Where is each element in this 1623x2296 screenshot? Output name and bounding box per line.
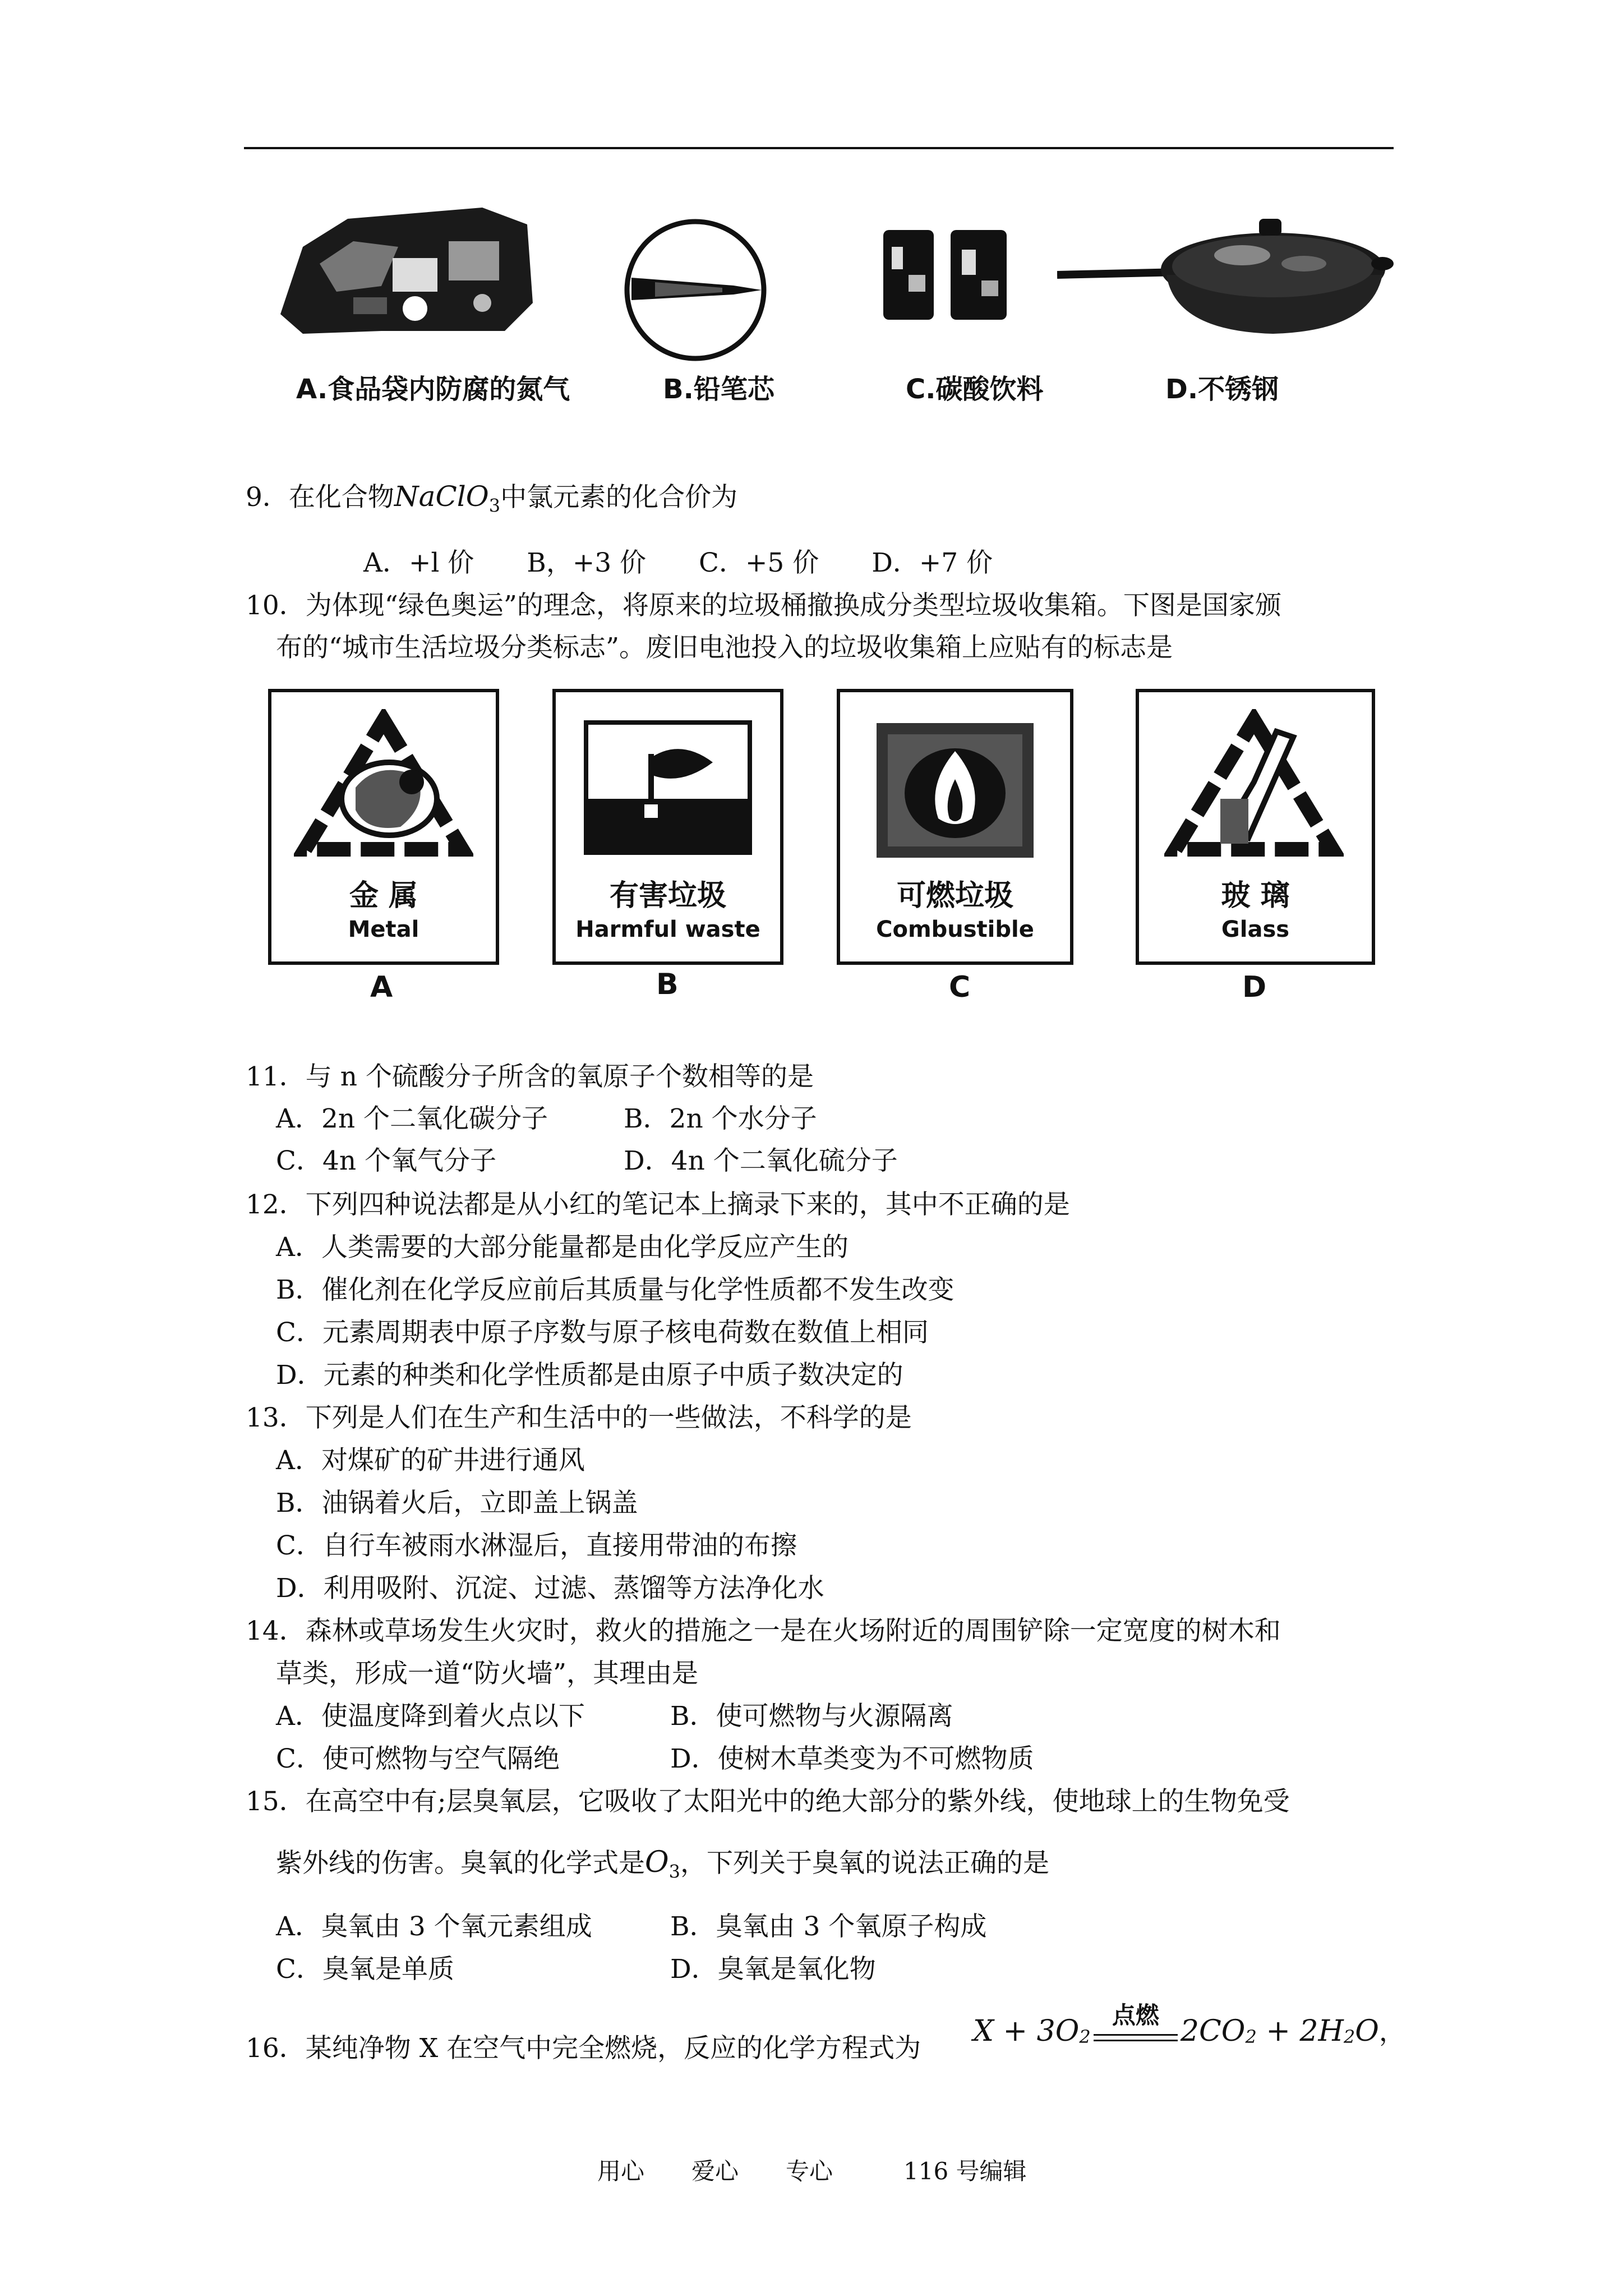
q14-option-a: A．使温度降到着火点以下 (276, 1701, 585, 1732)
q13-option-c: C．自行车被雨水淋湿后，直接用带油的布擦 (276, 1530, 797, 1561)
reaction-condition: 点燃 (1112, 2001, 1159, 2029)
q13-option-b: B．油锅着火后，立即盖上锅盖 (276, 1488, 638, 1519)
q10-line1: 10．为体现“绿色奥运”的理念，将原来的垃圾桶撤换成分类型垃圾收集箱。下图是国家颁 (246, 590, 1281, 621)
q12-stem: 12．下列四种说法都是从小红的笔记本上摘录下来的，其中不正确的是 (246, 1189, 1070, 1220)
q11-option-d: D．4n 个二氧化硫分子 (624, 1145, 898, 1176)
harmful-waste-icon (584, 720, 752, 855)
caption-c: C.碳酸饮料 (906, 374, 1044, 405)
q14-option-b: B．使可燃物与火源隔离 (670, 1701, 953, 1732)
q11-stem: 11．与 n 个硫酸分子所含的氧原子个数相等的是 (246, 1061, 814, 1092)
q12-option-a: A．人类需要的大部分能量都是由化学反应产生的 (276, 1232, 849, 1263)
q14-line2: 草类，形成一道“防火墙”，其理由是 (276, 1658, 699, 1689)
q15-option-c: C．臭氧是单质 (276, 1954, 454, 1985)
sign-metal: 金 属 Metal (268, 689, 499, 965)
q11-option-b: B．2n 个水分子 (624, 1103, 817, 1134)
q12-option-d: D．元素的种类和化学性质都是由原子中质子数决定的 (276, 1360, 903, 1391)
q15-option-b: B．臭氧由 3 个氧原子构成 (670, 1911, 987, 1942)
caption-a: A.食品袋内防腐的氮气 (296, 374, 570, 405)
header-rule (244, 147, 1394, 149)
caption-d: D.不锈钢 (1165, 374, 1279, 405)
sign-letter-d: D (1242, 970, 1267, 1004)
reaction-arrow (1094, 2001, 1178, 2055)
pencil-lead-image (621, 216, 770, 365)
q15-option-a: A．臭氧由 3 个氧元素组成 (276, 1911, 592, 1942)
stainless-steel-pan-image (1057, 202, 1394, 339)
q9-stem: 9．在化合物NaClO$_3$中氯元素的化合价为 (246, 480, 738, 517)
q11-option-a: A．2n 个二氧化碳分子 (276, 1103, 548, 1134)
soda-drink-cans-image (878, 224, 1023, 325)
recycle-metal-icon (294, 709, 473, 861)
q15-option-d: D．臭氧是氧化物 (670, 1954, 876, 1985)
q16-stem: 16．某纯净物 X 在空气中完全燃烧，反应的化学方程式为 (246, 2033, 921, 2064)
sign-glass: 玻 璃 Glass (1136, 689, 1375, 965)
q14-line1: 14．森林或草场发生火灾时，救火的措施之一是在火场附近的周围铲除一定宽度的树木和 (246, 1616, 1281, 1646)
sign-harmful-waste: 有害垃圾 Harmful waste (552, 689, 783, 965)
sign-letter-a: A (370, 970, 393, 1004)
recycle-glass-icon (1164, 709, 1344, 861)
combustible-fire-icon (871, 717, 1039, 863)
q13-stem: 13．下列是人们在生产和生活中的一些做法，不科学的是 (246, 1402, 912, 1433)
nitrogen-food-bag-image (269, 202, 538, 337)
sign-letter-c: C (949, 970, 971, 1004)
q16-equation: $X + 3O_2$ 点燃 $2CO_2 + 2H_2O$， (973, 2011, 1405, 2055)
q11-option-c: C．4n 个氧气分子 (276, 1145, 497, 1176)
q13-option-d: D．利用吸附、沉淀、过滤、蒸馏等方法净化水 (276, 1573, 824, 1604)
q9-options: A．+l 价 B，+3 价 C．+5 价 D．+7 价 (363, 547, 993, 578)
sign-combustible: 可燃垃圾 Combustible (837, 689, 1073, 965)
caption-b: B.铅笔芯 (663, 374, 774, 405)
q15-line2: 紫外线的伤害。臭氧的化学式是$O_3$，下列关于臭氧的说法正确的是 (276, 1846, 1049, 1883)
q14-option-c: C．使可燃物与空气隔绝 (276, 1743, 560, 1774)
page-footer: 用心 爱心 专心 116 号编辑 (597, 2157, 1027, 2185)
q13-option-a: A．对煤矿的矿井进行通风 (276, 1445, 585, 1476)
q12-option-b: B．催化剂在化学反应前后其质量与化学性质都不发生改变 (276, 1274, 955, 1305)
sign-letter-b: B (656, 968, 679, 1001)
q15-line1: 15．在高空中有;层臭氧层，它吸收了太阳光中的绝大部分的紫外线，使地球上的生物免受 (246, 1786, 1290, 1817)
q12-option-c: C．元素周期表中原子序数与原子核电荷数在数值上相同 (276, 1317, 929, 1348)
q10-line2: 布的“城市生活垃圾分类标志”。废旧电池投入的垃圾收集箱上应贴有的标志是 (276, 632, 1173, 663)
q14-option-d: D．使树木草类变为不可燃物质 (670, 1743, 1034, 1774)
